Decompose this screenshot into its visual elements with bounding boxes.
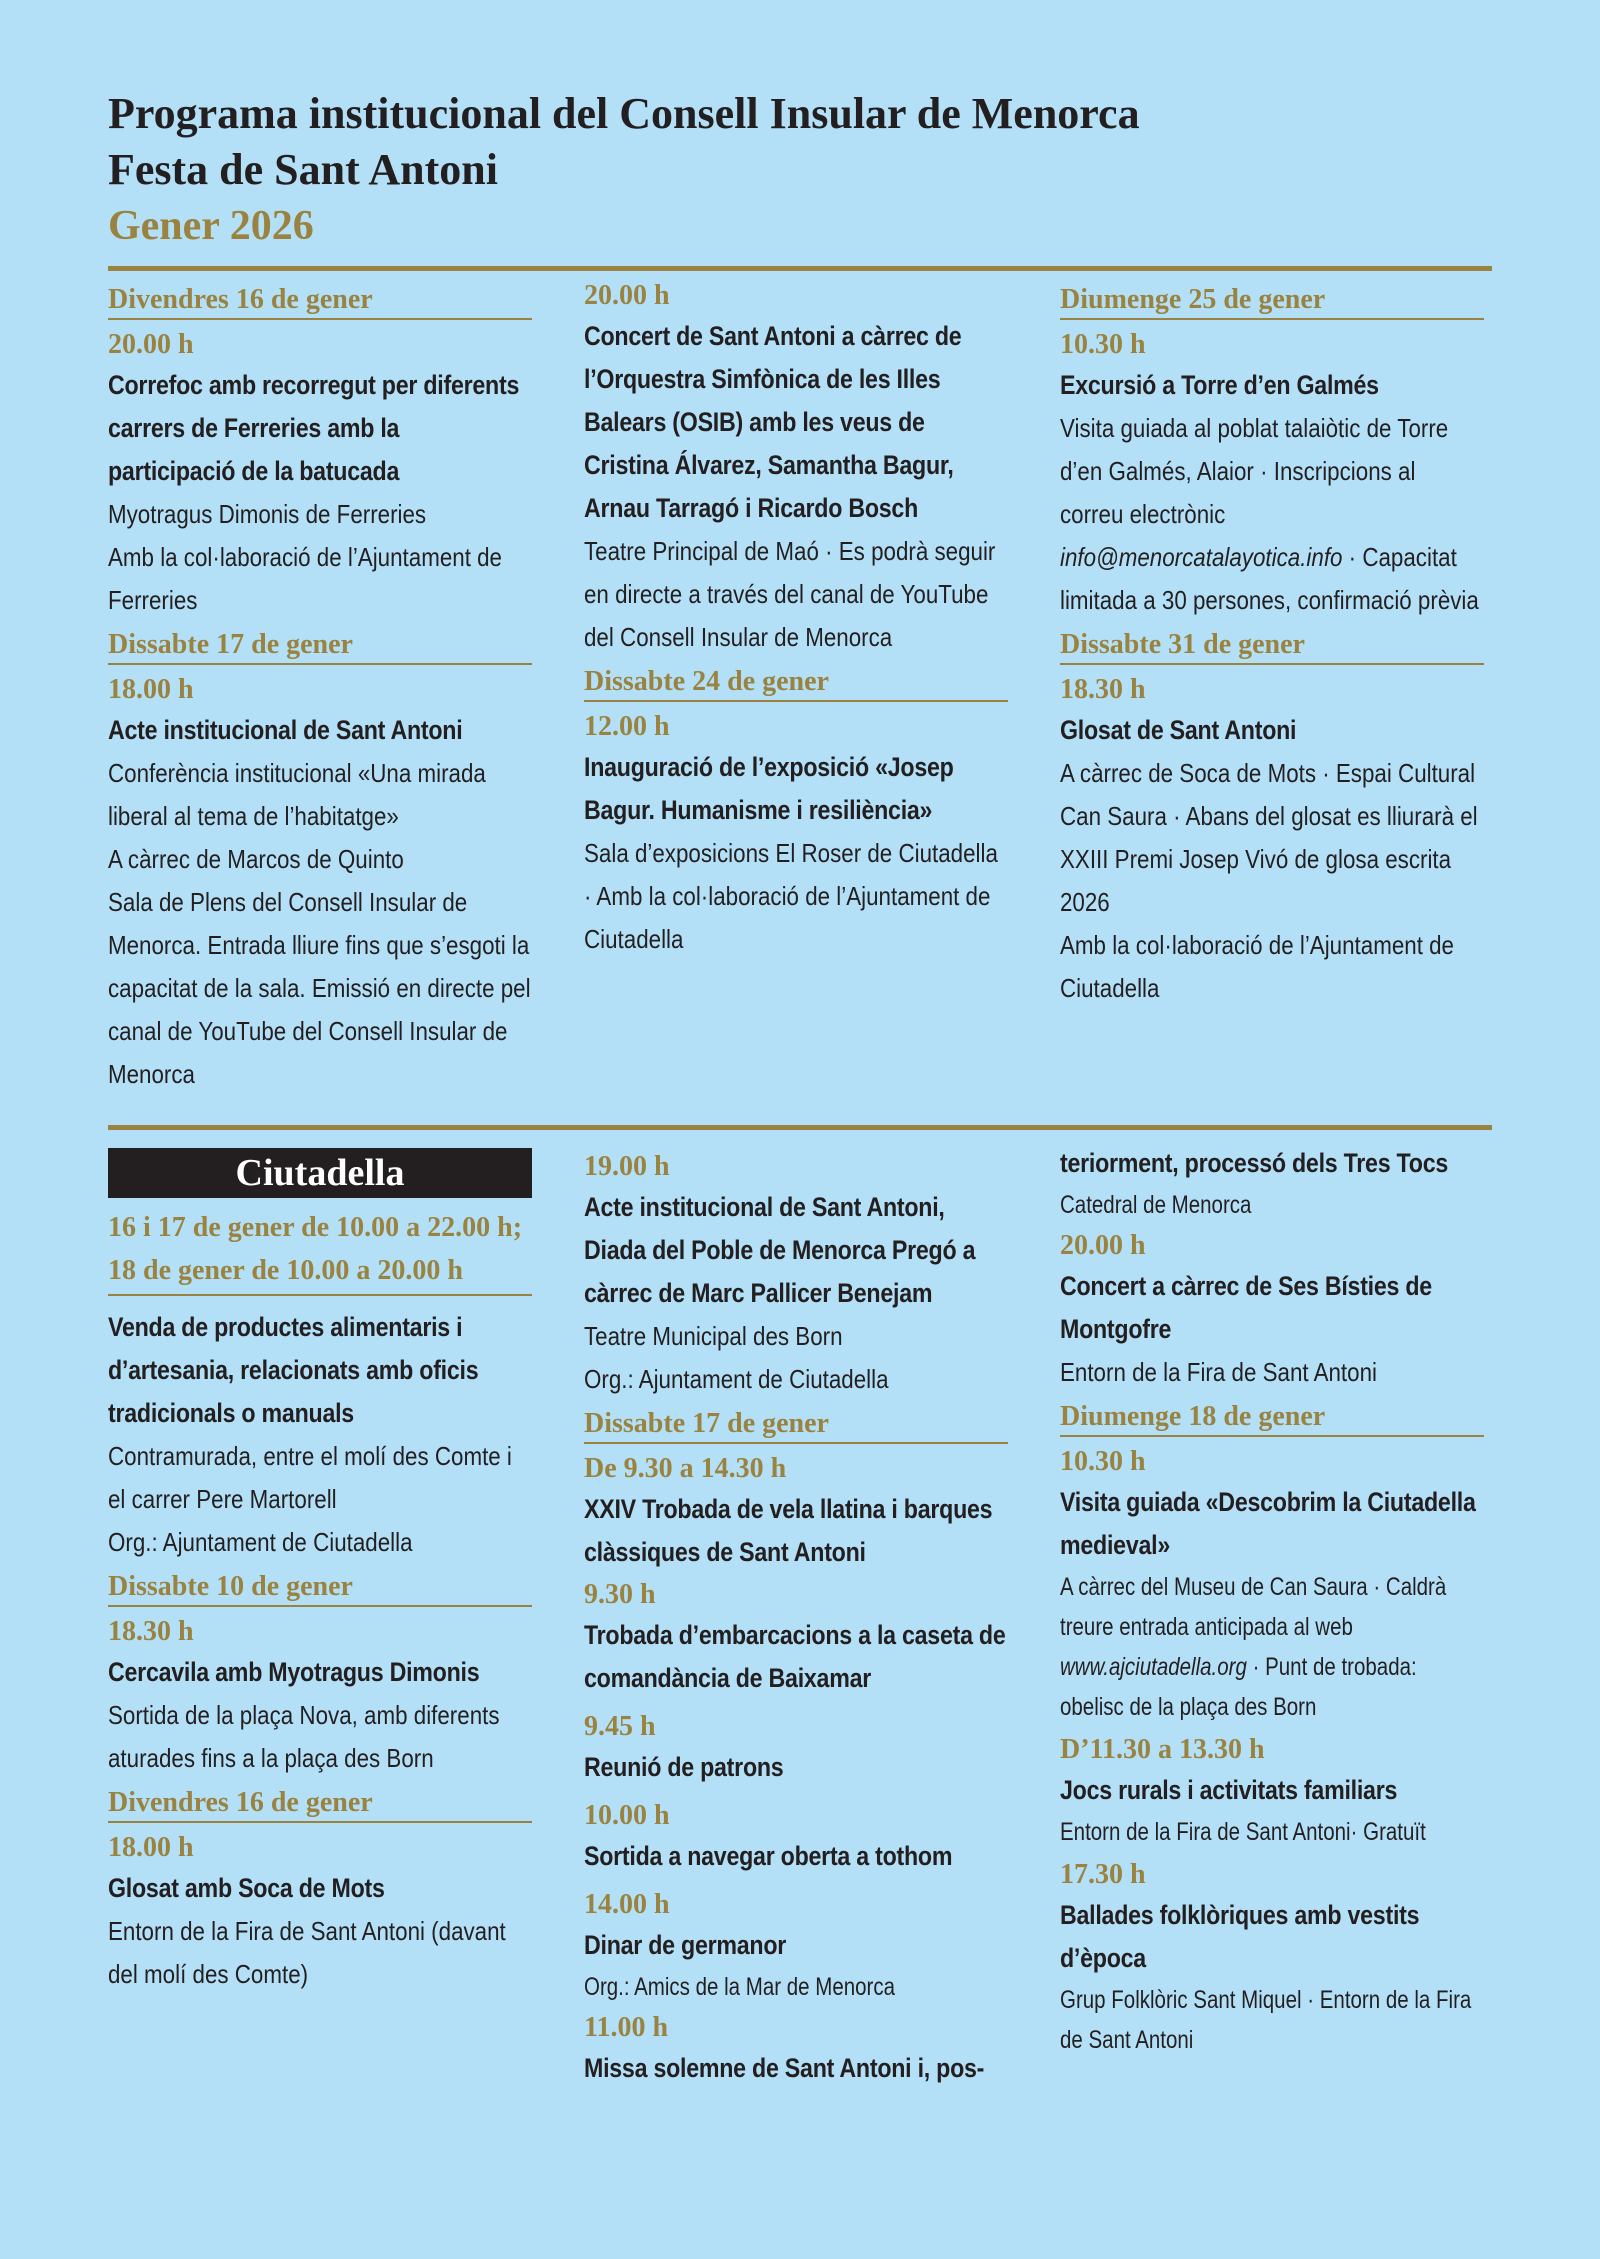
event-place: Grup Folklòric Sant Miquel · Entorn de la Fira de Sant Antoni	[1060, 1986, 1472, 2054]
bottom-col-1	[108, 1148, 532, 2090]
event-time: 20.00 h	[108, 329, 194, 360]
bottom-col-3	[1060, 1148, 1484, 2090]
event-time: 17.30 h	[1060, 1859, 1146, 1890]
desc-part: · Capacitat limitada a 30 persones, confirmació prèvia	[1060, 542, 1479, 615]
event-title: Dinar de germanor	[584, 1930, 787, 1960]
fair-dates: 16 i 17 de gener de 10.00 a 22.00 h; 18 de gener de 10.00 a 20.00 h	[108, 1206, 532, 1296]
bottom-section	[108, 1148, 1492, 2090]
event-title: Glosat amb Soca de Mots	[108, 1873, 385, 1903]
event-place: Teatre Principal de Maó · Es podrà seguir en directe a través del canal de YouTube del Consell Insular de Menorca	[584, 536, 996, 652]
event-place: Sala de Plens del Consell Insular de Menorca. Entrada lliure fins que s’esgoti la capacitat de la sala. Emissió en directe pel canal de YouTube del Consell Insular de Menorca	[108, 887, 531, 1089]
event-place: Contramurada, entre el molí des Comte i el carrer Pere Martorell	[108, 1441, 512, 1514]
top-col-2	[584, 277, 1008, 1125]
event-time: 9.30 h	[584, 1579, 656, 1610]
top-rule	[108, 266, 1492, 271]
event-title: Visita guiada «Descobrim la Ciutadella medieval»	[1060, 1487, 1476, 1560]
event-time: 11.00 h	[584, 2012, 669, 2043]
event-description	[1060, 1567, 1484, 1727]
event-title: Concert a càrrec de Ses Bísties de Montgofre	[1060, 1271, 1432, 1344]
event-time: 18.30 h	[1060, 674, 1146, 705]
event-title: XXIV Trobada de vela llatina i barques clàssiques de Sant Antoni	[584, 1494, 993, 1567]
event-time: 20.00 h	[1060, 1230, 1146, 1261]
event-place: Teatre Municipal des Born	[584, 1321, 843, 1351]
event-time: De 9.30 a 14.30 h	[584, 1453, 787, 1484]
event-title: Missa solemne de Sant Antoni i, pos-	[584, 2053, 985, 2083]
event-time: 18.00 h	[108, 1832, 194, 1863]
event-title: Concert de Sant Antoni a càrrec de l’Orquestra Simfònica de les Illes Balears (OSIB) amb les veus de Cristina Álvarez, Samantha Bagur, Arnau Tarragó i Ricardo Bosch	[584, 321, 962, 523]
subtitle: Gener 2026	[108, 203, 314, 249]
top-col-1	[108, 277, 532, 1125]
day-heading: Dissabte 17 de gener	[108, 628, 532, 665]
title-line2: Festa de Sant Antoni	[108, 145, 498, 194]
email-link[interactable]: info@menorcatalayotica.info	[1060, 542, 1343, 572]
event-collab: Amb la col·laboració de l’Ajuntament de Ferreries	[108, 542, 503, 615]
day-heading: Diumenge 18 de gener	[1060, 1400, 1484, 1437]
day-heading: Divendres 16 de gener	[108, 1786, 532, 1823]
event-time: 19.00 h	[584, 1151, 670, 1182]
event-time: 14.00 h	[584, 1889, 670, 1920]
event-place: Entorn de la Fira de Sant Antoni	[1060, 1357, 1377, 1387]
event-time: 10.30 h	[1060, 329, 1146, 360]
mid-rule	[108, 1125, 1492, 1130]
event-title: Trobada d’embarcacions a la caseta de comandància de Baixamar	[584, 1620, 1006, 1693]
event-time: 20.00 h	[584, 280, 670, 311]
event-time: 10.30 h	[1060, 1446, 1146, 1477]
desc-part: A càrrec del Museu de Can Saura · Caldrà treure entrada anticipada al web	[1060, 1573, 1447, 1641]
event-title: Sortida a navegar oberta a tothom	[584, 1841, 953, 1871]
event-title: Cercavila amb Myotragus Dimonis	[108, 1657, 480, 1687]
program-page	[108, 86, 1492, 2090]
day-heading: Dissabte 10 de gener	[108, 1570, 532, 1607]
event-title-continued: teriorment, processó dels Tres Tocs	[1060, 1148, 1449, 1178]
day-heading: Diumenge 25 de gener	[1060, 283, 1484, 320]
bottom-col-2	[584, 1148, 1008, 2090]
event-organizer: Org.: Ajuntament de Ciutadella	[584, 1364, 889, 1394]
event-title: Acte institucional de Sant Antoni, Diada del Poble de Menorca Pregó a càrrec de Marc Pallicer Benejam	[584, 1192, 976, 1308]
desc-part: Visita guiada al poblat talaiòtic de Torre d’en Galmés, Alaior · Inscripcions al correu electrònic	[1060, 413, 1449, 529]
day-heading: Dissabte 31 de gener	[1060, 628, 1484, 665]
day-heading: Divendres 16 de gener	[108, 283, 532, 320]
event-organizer: Org.: Ajuntament de Ciutadella	[108, 1527, 413, 1557]
event-place: Entorn de la Fira de Sant Antoni (davant del molí des Comte)	[108, 1916, 506, 1989]
event-title: Acte institucional de Sant Antoni	[108, 715, 463, 745]
event-time: D’11.30 a 13.30 h	[1060, 1734, 1265, 1765]
event-title: Glosat de Sant Antoni	[1060, 715, 1297, 745]
event-title: Inauguració de l’exposició «Josep Bagur. Humanisme i resiliència»	[584, 752, 954, 825]
event-title: Correfoc amb recorregut per diferents carrers de Ferreries amb la participació de la batucada	[108, 370, 520, 486]
event-title: Reunió de patrons	[584, 1752, 784, 1782]
top-section	[108, 277, 1492, 1125]
event-title: Jocs rurals i activitats familiars	[1060, 1775, 1398, 1805]
event-time: 18.30 h	[108, 1616, 194, 1647]
day-heading: Dissabte 24 de gener	[584, 665, 1008, 702]
day-heading: Dissabte 17 de gener	[584, 1407, 1008, 1444]
event-description: A càrrec de Soca de Mots · Espai Cultural Can Saura · Abans del glosat es lliurarà el XXIII Premi Josep Vivó de glosa escrita 2026	[1060, 758, 1478, 917]
event-description	[1060, 407, 1483, 622]
event-title: Venda de productes alimentaris i d’artesania, relacionats amb oficis tradicionals o manuals	[108, 1312, 479, 1428]
event-title: Ballades folklòriques amb vestits d’època	[1060, 1900, 1420, 1973]
event-collab: Amb la col·laboració de l’Ajuntament de Ciutadella	[1060, 930, 1455, 1003]
top-col-3	[1060, 277, 1484, 1125]
event-time: 9.45 h	[584, 1711, 656, 1742]
event-place: Entorn de la Fira de Sant Antoni· Gratuït	[1060, 1818, 1426, 1846]
event-title: Excursió a Torre d’en Galmés	[1060, 370, 1379, 400]
event-time: 10.00 h	[584, 1800, 670, 1831]
event-speaker: A càrrec de Marcos de Quinto	[108, 844, 404, 874]
event-description: Conferència institucional «Una mirada liberal al tema de l’habitatge»	[108, 758, 486, 831]
desc-part: · Punt de trobada: obelisc de la plaça des Born	[1060, 1653, 1417, 1721]
title-line1: Programa institucional del Consell Insular de Menorca	[108, 89, 1140, 138]
event-place: Catedral de Menorca	[1060, 1191, 1252, 1219]
event-place: Sala d’exposicions El Roser de Ciutadella · Amb la col·laboració de l’Ajuntament de Ciutadella	[584, 838, 998, 954]
event-description: Sortida de la plaça Nova, amb diferents aturades fins a la plaça des Born	[108, 1700, 500, 1773]
event-time: 18.00 h	[108, 674, 194, 705]
event-time: 12.00 h	[584, 711, 670, 742]
website-link[interactable]: www.ajciutadella.org	[1060, 1653, 1247, 1681]
event-organizer: Org.: Amics de la Mar de Menorca	[584, 1973, 896, 2001]
event-organizer: Myotragus Dimonis de Ferreries	[108, 499, 427, 529]
city-banner: Ciutadella	[108, 1148, 532, 1198]
